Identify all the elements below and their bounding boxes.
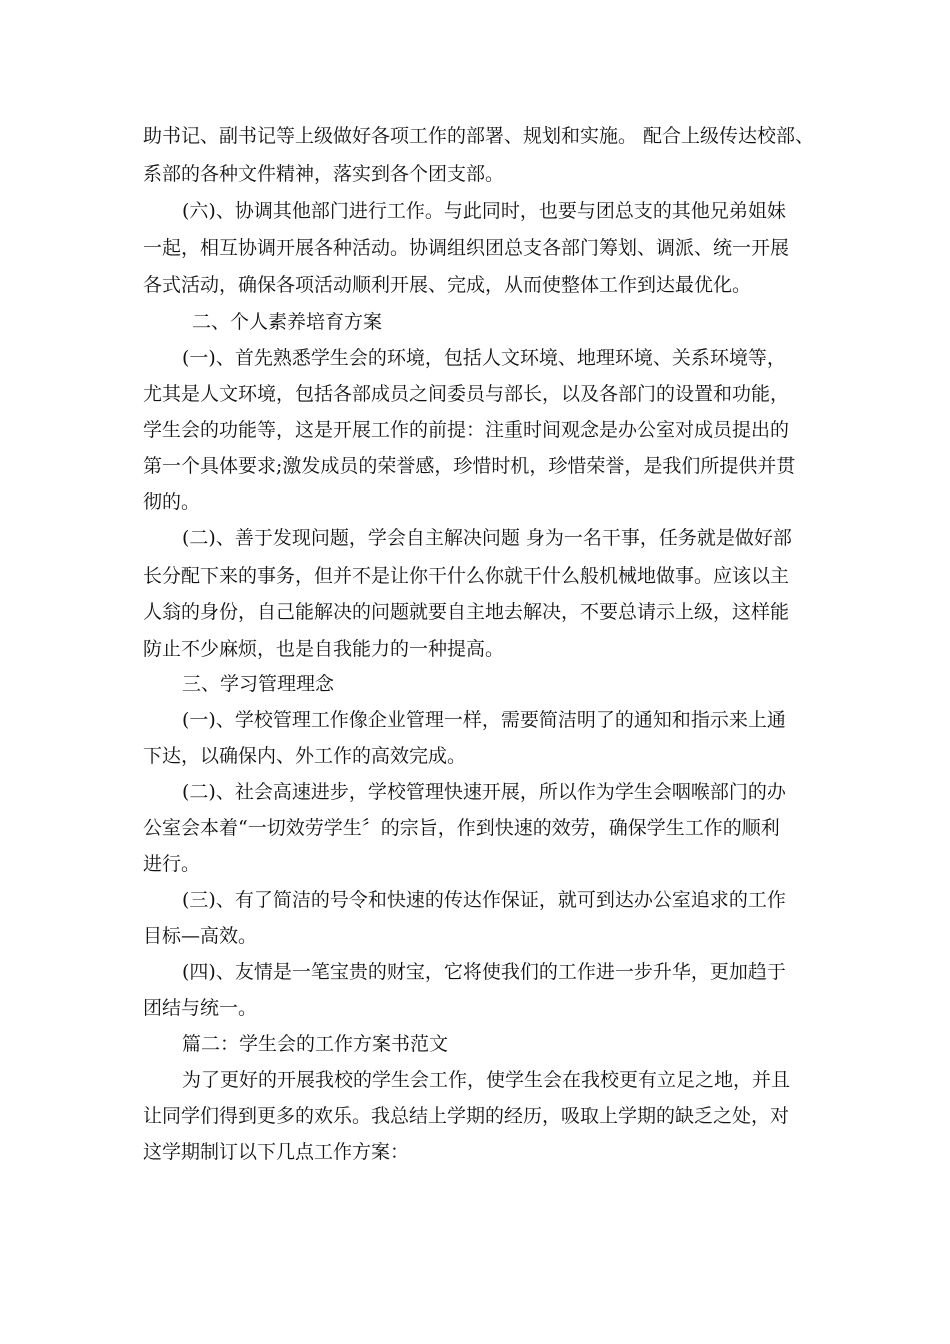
text-line: (四)、友情是一笔宝贵的财宝，它将使我们的工作进一步升华，更加趋于 (182, 961, 786, 983)
section-heading: 三、学习管理理念 (182, 673, 335, 695)
text-line: (六)、协调其他部门进行工作。与此同时，也要与团总支的其他兄弟姐妹 (182, 200, 786, 222)
text-line: (二)、善于发现问题，学会自主解决问题 身为一名干事，任务就是做好部 (182, 527, 792, 549)
text-line: 进行。 (143, 853, 201, 875)
text-line: 长分配下来的事务，但并不是让你干什么你就干什么般机械地做事。应该以主 (143, 565, 790, 587)
text-line: 下达，以确保内、外工作的高效完成。 (143, 745, 467, 767)
text-line: 团结与统一。 (143, 997, 258, 1019)
text-line: 各式活动，确保各项活动顺利开展、完成，从而使整体工作到达最优化。 (143, 274, 752, 296)
text-line: (一)、学校管理工作像企业管理一样，需要简洁明了的通知和指示来上通 (182, 709, 786, 731)
text-line: 尤其是人文环境，包括各部成员之间委员与部长，以及各部门的设置和功能， (143, 383, 790, 405)
text-line: 系部的各种文件精神，落实到各个团支部。 (143, 163, 505, 185)
section-heading: 篇二：学生会的工作方案书范文 (182, 1033, 449, 1055)
text-line: 这学期制订以下几点工作方案： (143, 1141, 410, 1163)
text-line: 第一个具体要求;激发成员的荣誉感，珍惜时机，珍惜荣誉，是我们所提供并贯 (143, 455, 796, 477)
text-line: 公室会本着“一切效劳学生〞的宗旨，作到快速的效劳，确保学生工作的顺利 (143, 817, 780, 839)
section-heading: 二、个人素养培育方案 (192, 311, 383, 333)
text-line: (三)、有了简洁的号令和快速的传达作保证，就可到达办公室追求的工作 (182, 889, 786, 911)
text-line: 彻的。 (143, 491, 201, 513)
text-line: 助书记、副书记等上级做好各项工作的部署、规划和实施。 配合上级传达校部、 (143, 125, 815, 147)
text-line: 学生会的功能等，这是开展工作的前提：注重时间观念是办公室对成员提出的 (143, 419, 790, 441)
text-line: 为了更好的开展我校的学生会工作，使学生会在我校更有立足之地，并且 (182, 1069, 791, 1091)
text-line: (一)、首先熟悉学生会的环境，包括人文环境、地理环境、关系环境等， (182, 347, 786, 369)
text-line: 让同学们得到更多的欢乐。我总结上学期的经历，吸取上学期的缺乏之处，对 (143, 1105, 790, 1127)
text-line: 防止不少麻烦，也是自我能力的一种提高。 (143, 638, 505, 660)
text-line: 目标—高效。 (143, 925, 258, 947)
text-line: 人翁的身份，自己能解决的问题就要自主地去解决，不要总请示上级，这样能 (143, 601, 790, 623)
text-line: 一起，相互协调开展各种活动。协调组织团总支各部门筹划、调派、统一开展 (143, 237, 790, 259)
text-line: (二)、社会高速进步，学校管理快速开展，所以作为学生会咽喉部门的办 (182, 781, 786, 803)
